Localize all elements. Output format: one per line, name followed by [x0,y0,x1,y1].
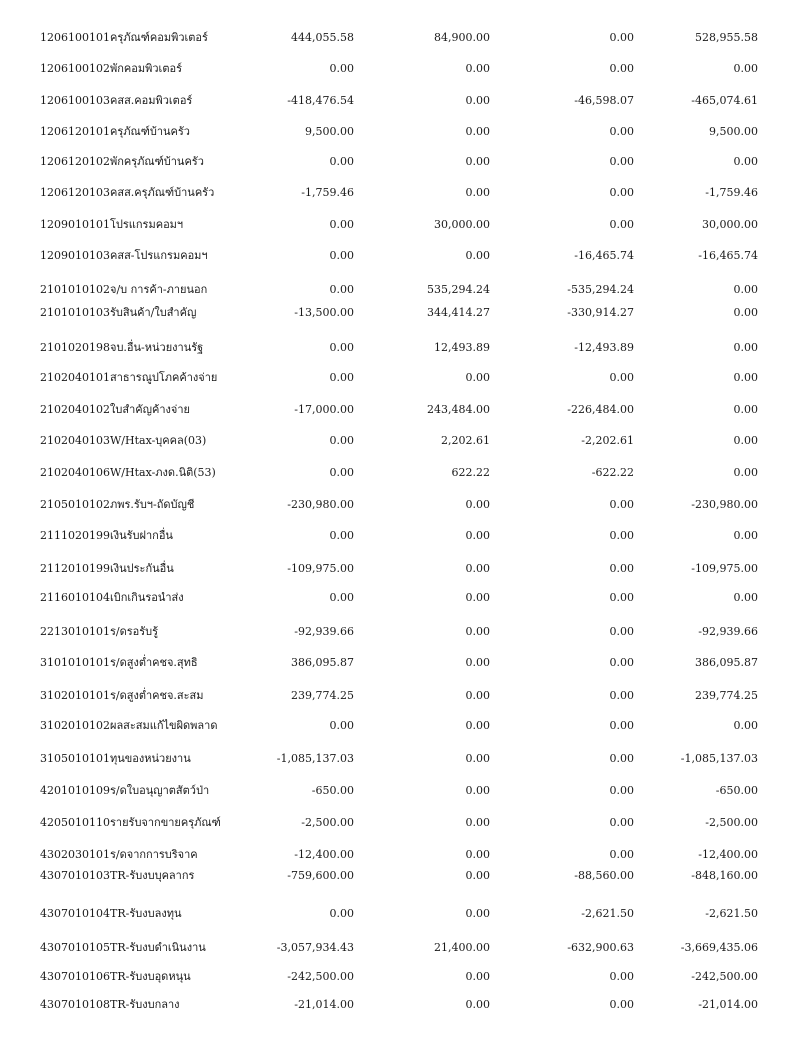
account-name: จ/บ การค้า-ภายนอก [110,283,208,296]
opening-balance: -109,975.00 [287,562,354,575]
opening-balance: 386,095.87 [291,656,354,669]
closing-balance: 0.00 [733,529,758,542]
credit-amount: 0.00 [609,591,634,604]
opening-balance: 0.00 [329,719,354,732]
credit-amount: -632,900.63 [567,941,634,954]
credit-amount: 0.00 [609,155,634,168]
closing-balance: 0.00 [733,434,758,447]
ledger-row [0,938,800,958]
account-name: คสส-โปรแกรมคอมฯ [110,249,208,262]
credit-amount: -2,202.61 [581,434,634,447]
credit-amount: -226,484.00 [567,403,634,416]
account-code: 2111020199 [40,529,110,542]
closing-balance: -12,400.00 [698,848,758,861]
opening-balance: -17,000.00 [294,403,354,416]
account-name: พักคอมพิวเตอร์ [110,62,182,75]
opening-balance: 9,500.00 [305,125,354,138]
ledger-row [0,183,800,203]
account-name: คสส.ครุภัณฑ์บ้านครัว [110,186,215,199]
account-code: 2101010103 [40,306,110,319]
ledger-row [0,526,800,546]
debit-amount: 622.22 [451,466,490,479]
ledger-row [0,495,800,515]
opening-balance: 0.00 [329,218,354,231]
account-name: ผลสะสมแก้ไขผิดพลาด [110,719,218,732]
account-code: 2105010102 [40,498,110,511]
opening-balance: -2,500.00 [301,816,354,829]
ledger-row [0,686,800,706]
account-code: 1206100103 [40,94,110,107]
ledger-row [0,845,800,865]
ledger-row [0,246,800,266]
debit-amount: 30,000.00 [434,218,490,231]
debit-amount: 0.00 [465,155,490,168]
account-name: โปรแกรมคอมฯ [110,218,184,231]
account-name: ร/ดสูงต่ำคชจ.สุทธิ [110,656,198,669]
ledger-row [0,588,800,608]
closing-balance: -21,014.00 [698,998,758,1011]
ledger-row [0,781,800,801]
opening-balance: 0.00 [329,155,354,168]
opening-balance: 0.00 [329,62,354,75]
debit-amount: 344,414.27 [427,306,490,319]
opening-balance: -92,939.66 [294,625,354,638]
credit-amount: -12,493.89 [574,341,634,354]
closing-balance: -2,500.00 [705,816,758,829]
account-name: TR-รับงบอุดหนุน [110,970,191,983]
closing-balance: 0.00 [733,403,758,416]
credit-amount: 0.00 [609,998,634,1011]
credit-amount: 0.00 [609,218,634,231]
closing-balance: 0.00 [733,155,758,168]
debit-amount: 0.00 [465,591,490,604]
account-name: รายรับจากขายครุภัณฑ์ [110,816,221,829]
account-code: 4201010109 [40,784,110,797]
account-name: สาธารณูปโภคค้างจ่าย [110,371,218,384]
account-name: รับสินค้า/ใบสำคัญ [110,306,197,319]
account-name: เงินประกันอื่น [110,562,174,575]
ledger-row [0,28,800,48]
credit-amount: 0.00 [609,719,634,732]
closing-balance: -2,621.50 [705,907,758,920]
account-code: 2116010104 [40,591,110,604]
account-name: ใบสำคัญค้างจ่าย [110,403,190,416]
account-code: 3102010101 [40,689,110,702]
debit-amount: 0.00 [465,816,490,829]
ledger-row [0,716,800,736]
account-code: 4307010108 [40,998,110,1011]
credit-amount: 0.00 [609,186,634,199]
closing-balance: -1,759.46 [705,186,758,199]
account-code: 3105010101 [40,752,110,765]
account-name: ร/ดรอรับรู้ [110,625,159,638]
opening-balance: 0.00 [329,249,354,262]
opening-balance: -650.00 [311,784,354,797]
credit-amount: 0.00 [609,529,634,542]
ledger-row [0,338,800,358]
ledger-row [0,622,800,642]
account-code: 3101010101 [40,656,110,669]
ledger-row [0,122,800,142]
closing-balance: 528,955.58 [695,31,758,44]
opening-balance: 0.00 [329,283,354,296]
credit-amount: 0.00 [609,625,634,638]
opening-balance: -21,014.00 [294,998,354,1011]
account-name: W/Htax-ภงด.นิติ(53) [110,466,216,479]
account-code: 4307010103 [40,869,110,882]
closing-balance: -3,669,435.06 [680,941,758,954]
account-code: 1209010101 [40,218,110,231]
closing-balance: 9,500.00 [709,125,758,138]
opening-balance: 239,774.25 [291,689,354,702]
closing-balance: 0.00 [733,306,758,319]
credit-amount: 0.00 [609,970,634,983]
account-name: W/Htax-บุคคล(03) [110,434,207,447]
ledger-row [0,813,800,833]
ledger-row [0,400,800,420]
credit-amount: 0.00 [609,371,634,384]
credit-amount: 0.00 [609,656,634,669]
account-code: 1206120102 [40,155,110,168]
debit-amount: 12,493.89 [434,341,490,354]
ledger-row [0,653,800,673]
account-code: 2102040101 [40,371,110,384]
credit-amount: 0.00 [609,784,634,797]
ledger-row [0,280,800,300]
closing-balance: 0.00 [733,466,758,479]
account-name: ร/ดสูงต่ำคชจ.สะสม [110,689,204,702]
closing-balance: -465,074.61 [691,94,758,107]
account-code: 4307010106 [40,970,110,983]
account-name: ทุนของหน่วยงาน [110,752,191,765]
account-code: 1206100101 [40,31,110,44]
closing-balance: 0.00 [733,283,758,296]
debit-amount: 0.00 [465,186,490,199]
debit-amount: 0.00 [465,689,490,702]
account-name: ครุภัณฑ์บ้านครัว [110,125,190,138]
opening-balance: -1,759.46 [301,186,354,199]
account-code: 2112010199 [40,562,110,575]
credit-amount: -88,560.00 [574,869,634,882]
debit-amount: 0.00 [465,907,490,920]
ledger-row [0,59,800,79]
debit-amount: 0.00 [465,998,490,1011]
debit-amount: 0.00 [465,529,490,542]
debit-amount: 0.00 [465,869,490,882]
ledger-row [0,215,800,235]
opening-balance: -230,980.00 [287,498,354,511]
ledger-row [0,91,800,111]
opening-balance: -759,600.00 [287,869,354,882]
ledger-row [0,559,800,579]
closing-balance: -1,085,137.03 [680,752,758,765]
account-name: ครุภัณฑ์คอมพิวเตอร์ [110,31,208,44]
account-code: 2213010101 [40,625,110,638]
ledger-row [0,749,800,769]
credit-amount: -330,914.27 [567,306,634,319]
debit-amount: 0.00 [465,656,490,669]
closing-balance: 239,774.25 [695,689,758,702]
credit-amount: 0.00 [609,125,634,138]
debit-amount: 84,900.00 [434,31,490,44]
credit-amount: -622.22 [591,466,634,479]
account-name: เบิกเกินรอนำส่ง [110,591,184,604]
ledger-row [0,904,800,924]
opening-balance: -3,057,934.43 [276,941,354,954]
opening-balance: 0.00 [329,434,354,447]
account-code: 1206100102 [40,62,110,75]
closing-balance: -230,980.00 [691,498,758,511]
credit-amount: 0.00 [609,31,634,44]
ledger-row [0,431,800,451]
debit-amount: 0.00 [465,498,490,511]
account-name: TR-รับงบกลาง [110,998,180,1011]
credit-amount: 0.00 [609,498,634,511]
account-name: พักครุภัณฑ์บ้านครัว [110,155,204,168]
opening-balance: 0.00 [329,371,354,384]
account-name: ภพร.รับฯ-ถัดบัญชี [110,498,195,511]
closing-balance: -16,465.74 [698,249,758,262]
account-code: 4307010105 [40,941,110,954]
account-code: 2102040102 [40,403,110,416]
debit-amount: 0.00 [465,371,490,384]
account-code: 3102010102 [40,719,110,732]
debit-amount: 0.00 [465,562,490,575]
account-code: 4302030101 [40,848,110,861]
debit-amount: 2,202.61 [441,434,490,447]
debit-amount: 535,294.24 [427,283,490,296]
opening-balance: -1,085,137.03 [276,752,354,765]
closing-balance: -242,500.00 [691,970,758,983]
debit-amount: 243,484.00 [427,403,490,416]
closing-balance: -92,939.66 [698,625,758,638]
opening-balance: -242,500.00 [287,970,354,983]
opening-balance: 0.00 [329,529,354,542]
ledger-row [0,967,800,987]
ledger-row [0,303,800,323]
account-name: จบ.อื่น-หน่วยงานรัฐ [110,341,204,354]
debit-amount: 0.00 [465,625,490,638]
credit-amount: 0.00 [609,816,634,829]
debit-amount: 0.00 [465,784,490,797]
ledger-row [0,152,800,172]
account-name: TR-รับงบบุคลากร [110,869,195,882]
closing-balance: 0.00 [733,341,758,354]
closing-balance: -848,160.00 [691,869,758,882]
closing-balance: 0.00 [733,371,758,384]
debit-amount: 0.00 [465,752,490,765]
credit-amount: -2,621.50 [581,907,634,920]
debit-amount: 0.00 [465,719,490,732]
account-code: 4307010104 [40,907,110,920]
account-name: ร/ดใบอนุญาตสัตว์ป่า [110,784,210,797]
closing-balance: 0.00 [733,719,758,732]
closing-balance: -109,975.00 [691,562,758,575]
debit-amount: 0.00 [465,94,490,107]
credit-amount: -46,598.07 [574,94,634,107]
debit-amount: 0.00 [465,249,490,262]
opening-balance: 0.00 [329,591,354,604]
opening-balance: 444,055.58 [291,31,354,44]
account-code: 2102040103 [40,434,110,447]
closing-balance: 386,095.87 [695,656,758,669]
account-code: 2101020198 [40,341,110,354]
ledger-row [0,995,800,1015]
credit-amount: 0.00 [609,62,634,75]
account-name: คสส.คอมพิวเตอร์ [110,94,193,107]
ledger-row [0,463,800,483]
account-code: 2102040106 [40,466,110,479]
account-name: เงินรับฝากอื่น [110,529,173,542]
credit-amount: 0.00 [609,562,634,575]
account-code: 1206120103 [40,186,110,199]
ledger-row [0,368,800,388]
account-name: TR-รับงบดำเนินงาน [110,941,206,954]
closing-balance: 0.00 [733,62,758,75]
account-code: 2101010102 [40,283,110,296]
debit-amount: 0.00 [465,970,490,983]
account-name: ร/ดจากการบริจาค [110,848,198,861]
credit-amount: -16,465.74 [574,249,634,262]
credit-amount: 0.00 [609,848,634,861]
debit-amount: 0.00 [465,62,490,75]
account-code: 4205010110 [40,816,110,829]
opening-balance: -12,400.00 [294,848,354,861]
credit-amount: -535,294.24 [567,283,634,296]
debit-amount: 0.00 [465,125,490,138]
credit-amount: 0.00 [609,689,634,702]
opening-balance: 0.00 [329,466,354,479]
debit-amount: 0.00 [465,848,490,861]
closing-balance: 30,000.00 [702,218,758,231]
opening-balance: 0.00 [329,907,354,920]
opening-balance: 0.00 [329,341,354,354]
account-name: TR-รับงบลงทุน [110,907,182,920]
account-code: 1206120101 [40,125,110,138]
closing-balance: 0.00 [733,591,758,604]
closing-balance: -650.00 [715,784,758,797]
ledger-row [0,866,800,886]
opening-balance: -13,500.00 [294,306,354,319]
credit-amount: 0.00 [609,752,634,765]
debit-amount: 21,400.00 [434,941,490,954]
account-code: 1209010103 [40,249,110,262]
opening-balance: -418,476.54 [287,94,354,107]
